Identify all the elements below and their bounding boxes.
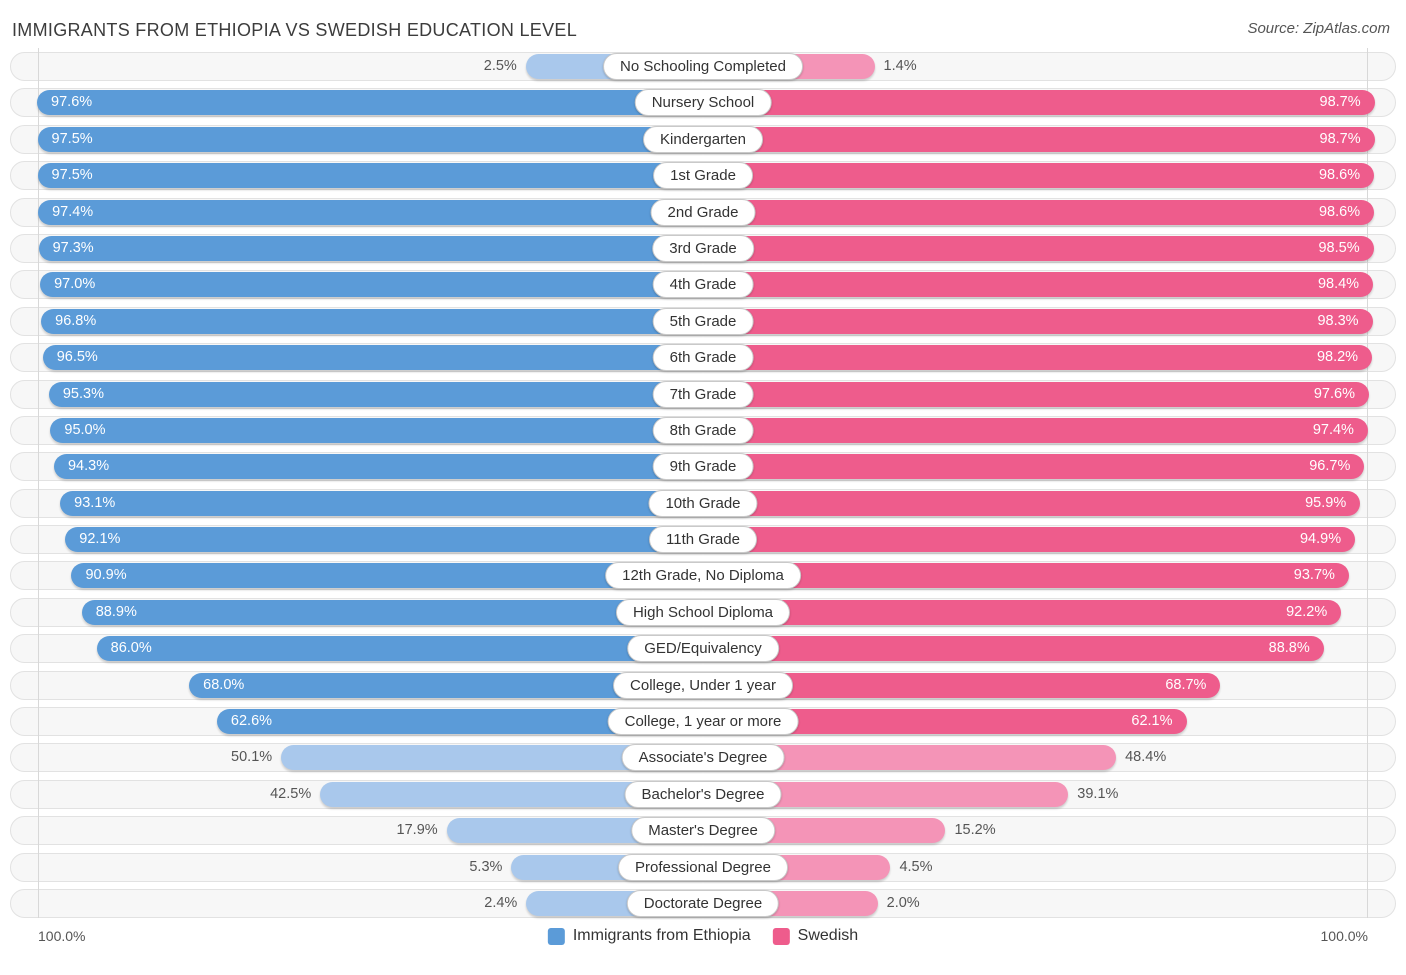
swedish-value: 68.7% [1165, 676, 1207, 693]
ethiopia-value: 97.5% [51, 167, 93, 184]
bar-row [10, 161, 1396, 190]
swedish-bar [703, 491, 1360, 516]
category-pill: 7th Grade [653, 381, 754, 408]
source-label: Source: ZipAtlas.com [1247, 20, 1390, 37]
swedish-value: 15.2% [954, 822, 996, 839]
swedish-bar [703, 200, 1374, 225]
bar-row [10, 853, 1396, 882]
swedish-value: 93.7% [1293, 567, 1335, 584]
bar-row [10, 889, 1396, 918]
ethiopia-bar [97, 636, 703, 661]
axis-row [38, 925, 1368, 947]
ethiopia-bar [43, 345, 703, 370]
legend-swatch-ethiopia [548, 928, 565, 945]
legend-label-swedish: Swedish [797, 927, 859, 945]
bar-row [10, 234, 1396, 263]
ethiopia-value: 2.5% [483, 58, 517, 74]
ethiopia-value: 90.9% [85, 567, 127, 584]
category-pill: 5th Grade [653, 308, 754, 335]
swedish-value: 39.1% [1077, 785, 1119, 802]
swedish-bar [703, 345, 1372, 370]
axis-max-left: 100.0% [38, 928, 86, 945]
category-pill: Nursery School [635, 89, 772, 116]
legend-label-ethiopia: Immigrants from Ethiopia [572, 927, 751, 945]
ethiopia-value: 86.0% [110, 640, 152, 657]
ethiopia-bar [41, 309, 703, 334]
ethiopia-bar [60, 491, 703, 516]
bar-row [10, 489, 1396, 518]
category-pill: GED/Equivalency [627, 635, 779, 662]
ethiopia-value: 96.5% [56, 349, 98, 366]
ethiopia-value: 68.0% [203, 676, 245, 693]
category-pill: 8th Grade [653, 417, 754, 444]
swedish-value: 98.6% [1318, 167, 1361, 184]
bar-row [10, 452, 1396, 481]
ethiopia-value: 92.1% [79, 531, 121, 548]
swedish-value: 48.4% [1125, 749, 1167, 766]
legend-item-swedish [773, 927, 858, 945]
bar-row [10, 416, 1396, 445]
swedish-value: 95.9% [1305, 494, 1347, 511]
swedish-value: 88.8% [1268, 640, 1310, 657]
swedish-bar [703, 309, 1373, 334]
ethiopia-bar [54, 454, 703, 479]
swedish-value: 96.7% [1309, 458, 1351, 475]
swedish-value: 98.7% [1319, 130, 1361, 147]
ethiopia-value: 93.1% [74, 494, 116, 511]
bar-row [10, 634, 1396, 663]
ethiopia-value: 97.6% [51, 94, 93, 111]
swedish-value: 4.5% [899, 858, 933, 875]
bar-row [10, 88, 1396, 117]
bar-row [10, 343, 1396, 372]
bar-row [10, 525, 1396, 554]
ethiopia-value: 96.8% [55, 312, 97, 329]
bar-row [10, 561, 1396, 590]
swedish-bar [703, 636, 1324, 661]
legend [548, 927, 858, 945]
category-pill: College, 1 year or more [608, 708, 799, 735]
ethiopia-value: 97.5% [51, 130, 93, 147]
ethiopia-value: 5.3% [469, 858, 503, 875]
ethiopia-value: 95.0% [64, 421, 106, 438]
ethiopia-value: 62.6% [230, 713, 273, 730]
bar-row [10, 380, 1396, 409]
category-pill: 1st Grade [653, 162, 753, 189]
bar-row [10, 198, 1396, 227]
bar-row [10, 671, 1396, 700]
swedish-value: 2.0% [886, 894, 920, 911]
ethiopia-bar [50, 418, 703, 443]
swedish-value: 98.3% [1317, 312, 1359, 329]
ethiopia-value: 50.1% [231, 749, 273, 766]
ethiopia-bar [39, 236, 703, 261]
ethiopia-bar [82, 600, 703, 625]
category-pill: 9th Grade [653, 453, 754, 480]
swedish-bar [703, 418, 1368, 443]
swedish-value: 98.2% [1316, 349, 1359, 366]
category-pill: 4th Grade [653, 271, 754, 298]
ethiopia-value: 97.0% [54, 276, 96, 293]
legend-swatch-swedish [773, 928, 790, 945]
ethiopia-bar [38, 127, 703, 152]
category-pill: 3rd Grade [652, 235, 754, 262]
swedish-bar [703, 454, 1364, 479]
page-title: IMMIGRANTS FROM ETHIOPIA VS SWEDISH EDUCATION LEVEL [12, 20, 578, 40]
axis-max-right: 100.0% [1320, 928, 1368, 945]
ethiopia-bar [40, 272, 703, 297]
category-pill: Master's Degree [631, 817, 775, 844]
swedish-bar [703, 90, 1375, 115]
ethiopia-value: 97.4% [52, 203, 94, 220]
category-pill: Doctorate Degree [627, 890, 779, 917]
swedish-bar [703, 382, 1369, 407]
ethiopia-value: 95.3% [62, 385, 104, 402]
category-pill: Associate's Degree [622, 744, 785, 771]
category-pill: 12th Grade, No Diploma [605, 562, 801, 589]
ethiopia-value: 42.5% [270, 785, 312, 802]
category-pill: High School Diploma [616, 599, 790, 626]
bar-row [10, 816, 1396, 845]
ethiopia-value: 17.9% [396, 822, 438, 839]
swedish-value: 1.4% [883, 58, 917, 74]
swedish-bar [703, 127, 1375, 152]
swedish-bar [703, 600, 1341, 625]
ethiopia-bar [37, 90, 703, 115]
bar-row [10, 307, 1396, 336]
ethiopia-value: 2.4% [484, 894, 518, 911]
ethiopia-bar [38, 163, 703, 188]
legend-item-ethiopia [548, 927, 751, 945]
swedish-bar [703, 272, 1373, 297]
ethiopia-value: 97.3% [52, 239, 94, 256]
category-pill: 6th Grade [653, 344, 754, 371]
bar-row [10, 707, 1396, 736]
ethiopia-bar [38, 200, 703, 225]
category-pill: 10th Grade [648, 490, 757, 517]
ethiopia-bar [49, 382, 703, 407]
bar-row [10, 743, 1396, 772]
swedish-bar [703, 236, 1374, 261]
category-pill: No Schooling Completed [603, 53, 803, 80]
bar-row [10, 598, 1396, 627]
swedish-bar [703, 163, 1374, 188]
ethiopia-bar [65, 527, 703, 552]
swedish-value: 97.4% [1312, 421, 1354, 438]
category-pill: Professional Degree [618, 854, 788, 881]
swedish-value: 62.1% [1131, 713, 1173, 730]
ethiopia-value: 94.3% [67, 458, 110, 475]
swedish-value: 98.6% [1318, 203, 1361, 220]
category-pill: Bachelor's Degree [625, 781, 782, 808]
swedish-value: 94.9% [1299, 531, 1342, 548]
swedish-value: 98.4% [1317, 276, 1360, 293]
category-pill: 11th Grade [649, 526, 757, 553]
swedish-bar [703, 527, 1355, 552]
bar-row [10, 125, 1396, 154]
swedish-value: 97.6% [1313, 385, 1355, 402]
ethiopia-value: 88.9% [95, 603, 137, 620]
category-pill: Kindergarten [643, 126, 763, 153]
swedish-value: 98.5% [1318, 239, 1360, 256]
bar-row [10, 52, 1396, 81]
category-pill: College, Under 1 year [613, 672, 793, 699]
category-pill: 2nd Grade [651, 199, 756, 226]
swedish-value: 98.7% [1319, 94, 1361, 111]
bar-row [10, 780, 1396, 809]
swedish-value: 92.2% [1286, 603, 1328, 620]
header [0, 0, 1406, 46]
bar-row [10, 270, 1396, 299]
chart [10, 52, 1396, 918]
